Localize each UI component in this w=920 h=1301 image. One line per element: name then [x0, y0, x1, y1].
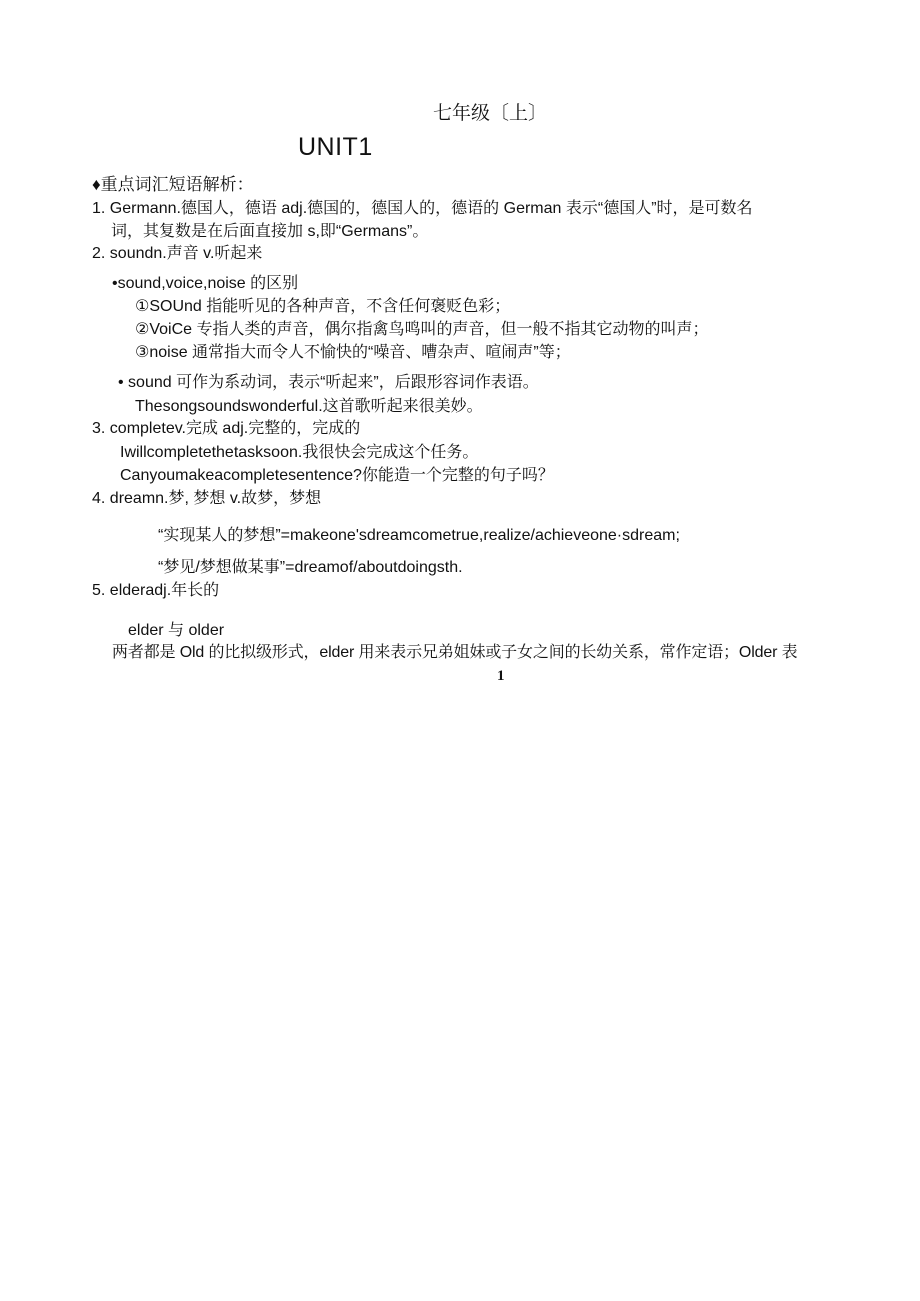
item-2-example: Thesongsoundswonderful.这首歌听起来很美妙。 [135, 398, 483, 415]
item-4-heading: 4. dreamn.梦, 梦想 v.故梦，梦想 [92, 490, 322, 507]
item-2-noise: ③noise 通常指大而令人不愉快的“噪音、嘈杂声、喧闹声”等； [135, 344, 571, 361]
item-2-sound: ①SOUnd 指能听见的各种声音，不含任何褒贬色彩； [135, 298, 511, 315]
item-3-example-2: Canyoumakeacompletesentence?你能造一个完整的句子吗？ [120, 467, 554, 484]
item-2-linking-verb: • sound 可作为系动词，表示“听起来”，后跟形容词作表语。 [118, 374, 539, 391]
item-2-distinction: •sound,voice,noise 的区别 [112, 275, 299, 292]
item-5-subheading: elder 与 older [128, 622, 225, 639]
item-5-explanation: 两者都是 Old 的比拟级形式，elder 用来表示兄弟姐妹或子女之间的长幼关系，常作定语；Older 表 [112, 644, 798, 661]
item-3-heading: 3. completev.完成 adj.完整的，完成的 [92, 420, 361, 437]
page-number: 1 [497, 668, 505, 684]
item-5-heading: 5. elderadj.年长的 [92, 582, 220, 599]
item-2-voice: ②VoiCe 专指人类的声音，偶尔指禽鸟鸣叫的声音，但一般不指其它动物的叫声； [135, 321, 709, 338]
item-2-heading: 2. soundn.声音 v.听起来 [92, 245, 263, 262]
section-heading: ♦重点词汇短语解析： [92, 175, 254, 194]
item-4-phrase-2: “梦见/梦想做某事”=dreamof/aboutdoingsth. [158, 559, 463, 576]
item-4-phrase-1: “实现某人的梦想”=makeone'sdreamcometrue,realize/achieveone·sdream; [158, 527, 680, 544]
unit-title: UNIT1 [298, 133, 373, 161]
item-1-line-1: 1. Germann.德国人，德语 adj.德国的，德国人的，德语的 German 表示“德国人”时，是可数名 [92, 200, 753, 217]
grade-title: 七年级〔上〕 [433, 103, 548, 124]
item-3-example-1: Iwillcompletethetasksoon.我很快会完成这个任务。 [120, 444, 479, 461]
item-1-line-2: 词，其复数是在后面直接加 s,即“Germans”。 [111, 223, 429, 240]
